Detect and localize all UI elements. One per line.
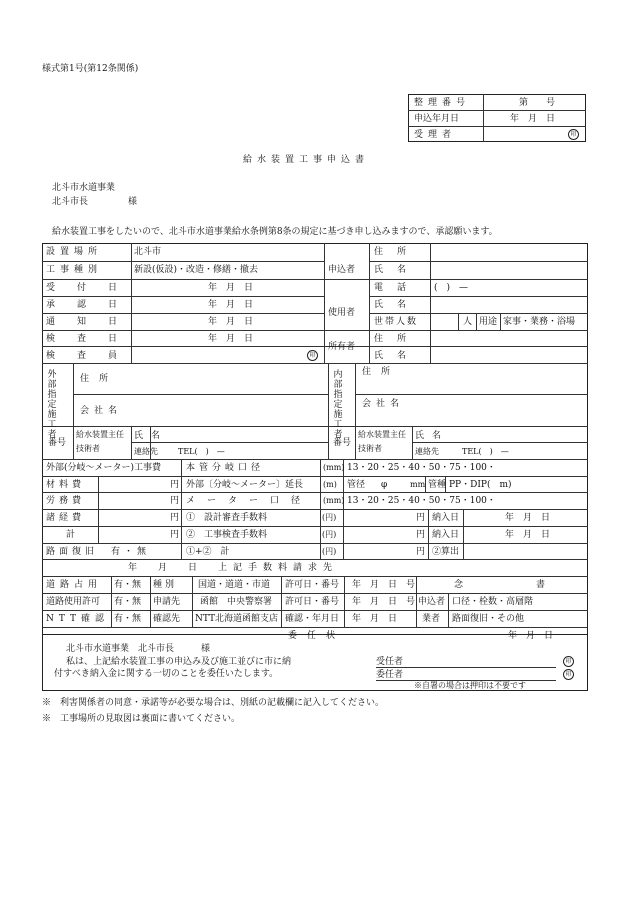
gishi2-shimei: 氏名 — [415, 431, 450, 441]
mm-label: (mm) — [323, 463, 345, 472]
seiri-value: 第 号 — [519, 98, 556, 108]
en-paren-2: (円) — [322, 530, 337, 539]
tsuchi-label: 通知日 — [46, 317, 140, 327]
setchi-value[interactable]: 北斗市 — [134, 247, 162, 257]
shoyuusha-label: 所有者 — [328, 342, 356, 352]
ntt-date-value[interactable]: 年 月 日 — [352, 614, 398, 624]
kanshu-value[interactable]: PP・DIP( m) — [449, 480, 512, 490]
jusho2-label: 住所 — [374, 334, 421, 344]
addressee-line2: 北斗市長 — [52, 197, 89, 207]
gishi2-renraku: 連絡先 — [415, 447, 439, 456]
shubetsu-label: 種別 — [153, 580, 178, 590]
gishi-shimei: 氏名 — [134, 431, 169, 441]
en-paren-3: (円) — [322, 547, 337, 556]
moushikomi-label: 申込者 — [418, 597, 446, 607]
kyoka2-value[interactable]: 年 月 日 号 — [352, 597, 416, 607]
nen-label: 念 — [454, 580, 464, 590]
kanshu-label: 管径 — [347, 480, 366, 490]
meter-label: メーター口径 — [186, 496, 313, 506]
proxy-body1: 私は、上記給水装置工事の申込み及び施工並びに市に納 — [66, 657, 292, 667]
sanshutsu-label: ②算出 — [432, 547, 460, 557]
m-label: (m) — [323, 480, 337, 489]
douro-ari[interactable]: 有・無 — [114, 580, 142, 590]
phi-label: φ — [381, 480, 388, 490]
ininsha-label: 委任者 — [376, 670, 404, 680]
page-title: 給水装置工事申込書 — [243, 155, 370, 165]
kakunin-date-label: 確認・年月日 — [285, 614, 340, 624]
nounyu-value[interactable]: 年 月 日 — [505, 513, 551, 523]
contractor2-kaisha: 会社名 — [362, 399, 405, 409]
moushikomi-label: 申込年月日 — [414, 114, 460, 124]
zairyo-en: 円 — [170, 480, 180, 490]
shubetsu-value[interactable]: 国道・道道・市道 — [198, 580, 271, 590]
gyousha-value[interactable]: 路面復旧・その他 — [452, 614, 525, 624]
tsuchi-value[interactable]: 年 月 日 — [208, 317, 254, 327]
request-label: 年 月 日 上記手数料請求先 — [128, 563, 339, 573]
moushikomisha-label: 申込者 — [328, 265, 356, 275]
shiyousha-label: 使用者 — [328, 308, 356, 318]
contractor-kaisha: 会社名 — [80, 406, 123, 416]
intro-text: 給水装置工事をしたいので、北斗市水道事業給水条例第8条の規定に基づき申し込みますので、承認願います。 — [52, 227, 498, 237]
outside-contractor-label: 外部指定施工者 — [47, 370, 57, 440]
douro2-ari[interactable]: 有・無 — [114, 597, 142, 607]
inside-contractor-label: 内部指定施工者 — [333, 370, 343, 440]
kakunin-value[interactable]: NTT北海道函館支店 — [195, 614, 279, 624]
mm2-label: mm — [410, 480, 426, 489]
juninsha-label: 受任者 — [376, 657, 404, 667]
sekkei-label: ① 設計審査手数料 — [186, 513, 268, 523]
gaibu-label: 外部(分岐〜メーター)工事費 — [46, 463, 162, 473]
proxy-note: ※自署の場合は押印は不要です — [414, 681, 526, 690]
sizes-value[interactable]: 13・20・25・40・50・75・100・ — [347, 463, 496, 473]
shimei2-label: 氏名 — [374, 300, 421, 310]
seal-icon: 印 — [563, 656, 574, 667]
kanshu2-label: 管種 — [428, 480, 447, 490]
kouji-value[interactable]: 新設(仮設)・改造・修繕・撤去 — [134, 265, 259, 275]
proxy-body2: 付すべき納入金に関する一切のことを委任いたします。 — [54, 669, 279, 679]
enchou-label: 外部〔分岐〜メーター〕延長 — [186, 480, 304, 490]
romen-label: 路面復旧 有・無 — [46, 547, 151, 557]
proxy-to: 北斗市水道事業 北斗市長 様 — [66, 644, 211, 654]
jusho-label: 住所 — [374, 247, 421, 257]
roumu-label: 労務費 — [46, 496, 86, 506]
total-en: 円 — [416, 547, 426, 557]
gishi2-label: 給水装置主任技術者 — [358, 430, 406, 453]
kensa-en: 円 — [416, 530, 426, 540]
shounin-label: 承認日 — [46, 300, 140, 310]
kensa-label: 検査日 — [46, 334, 140, 344]
shimei3-label: 氏名 — [374, 351, 421, 361]
setai-label: 世帯人数 — [374, 317, 419, 327]
mm3-label: (mm) — [323, 496, 345, 505]
nounyu2-label: 納入日 — [432, 530, 460, 540]
kei-label: 計 — [66, 530, 76, 540]
shokei-en: 円 — [170, 513, 180, 523]
setchi-label: 設置場所 — [46, 247, 103, 257]
shimei-label: 氏名 — [374, 265, 421, 275]
shinsei-label: 申請先 — [153, 597, 181, 607]
addressee-sama: 様 — [128, 197, 138, 207]
sekkei-en: 円 — [416, 513, 426, 523]
form-number: 様式第1号(第12条関係) — [42, 64, 139, 74]
kensa-value[interactable]: 年 月 日 — [208, 334, 254, 344]
shinsei-value[interactable]: 函館 中央警察署 — [200, 597, 273, 607]
gishi2-tel[interactable]: TEL( ) — — [462, 447, 509, 456]
denwa-label: 電話 — [374, 283, 421, 293]
gishi-tel[interactable]: TEL( ) — — [178, 447, 225, 456]
uketsuke-label: 受付日 — [46, 283, 140, 293]
note-2: ※ 工事場所の見取図は裏面に書いてください。 — [42, 714, 241, 724]
shounin-value[interactable]: 年 月 日 — [208, 300, 254, 310]
kouji-label: 工事種別 — [46, 265, 103, 275]
kyoka2-label: 許可日・番号 — [285, 597, 340, 607]
addressee-line1: 北斗市水道事業 — [52, 183, 116, 193]
sizes2-value[interactable]: 13・20・25・40・50・75・100・ — [347, 496, 496, 506]
seal-icon: 印 — [563, 669, 574, 680]
note-1: ※ 利害関係者の同意・承諾等が必要な場合は、別紙の記載欄に記入してください。 — [42, 698, 385, 708]
denwa-value[interactable]: ( ) — — [434, 283, 469, 293]
youto-label: 用途 — [479, 317, 498, 327]
roumu-en: 円 — [170, 496, 180, 506]
uketsuke-value[interactable]: 年 月 日 — [208, 283, 254, 293]
seal-icon: 印 — [307, 350, 318, 361]
bangou2-label: 番号 — [333, 438, 352, 448]
sho-label: 書 — [536, 580, 546, 590]
nounyu2-value[interactable]: 年 月 日 — [505, 530, 551, 540]
zairyo-label: 材料費 — [46, 480, 86, 490]
proxy-date[interactable]: 年 月 日 — [508, 631, 554, 641]
total-label: ①+② 計 — [186, 547, 230, 557]
contractor-jusho: 住所 — [80, 374, 119, 384]
ntt-ari[interactable]: 有・無 — [114, 614, 142, 624]
kensain-label: 検査員 — [46, 351, 140, 361]
douro2-label: 道路使用許可 — [46, 597, 101, 607]
seal-icon: 印 — [568, 129, 579, 140]
en-paren-1: (円) — [322, 513, 337, 522]
nin-label: 人 — [463, 317, 473, 327]
kei-en: 円 — [170, 530, 180, 540]
kyoka-label: 許可日・番号 — [285, 580, 340, 590]
ntt-label: NTT確認 — [46, 614, 110, 624]
juri-label: 受理者 — [414, 130, 457, 140]
moushikomi-value[interactable]: 口径・栓数・高層階 — [452, 597, 534, 607]
gishi-renraku: 連絡先 — [134, 447, 158, 456]
kensa-fee-label: ② 工事検査手数料 — [186, 530, 268, 540]
youto-value[interactable]: 家事・業務・浴場 — [503, 317, 576, 327]
gishi-label: 給水装置主任技術者 — [76, 430, 124, 453]
moushikomi-value: 年 月 日 — [510, 114, 556, 124]
proxy-title: 委任状 — [288, 631, 346, 641]
gyousha-label: 業者 — [422, 614, 441, 624]
bangou-label: 番号 — [48, 438, 67, 448]
honkan-label: 本管分岐口径 — [186, 463, 265, 473]
kakunin-label: 確認先 — [153, 614, 181, 624]
contractor2-jusho: 住所 — [362, 367, 401, 377]
kyoka-value[interactable]: 年 月 日 号 — [352, 580, 416, 590]
seiri-label: 整理番号 — [414, 98, 471, 108]
shokei-label: 諸経費 — [46, 513, 86, 523]
nounyu-label: 納入日 — [432, 513, 460, 523]
douro-label: 道路占用 — [46, 580, 103, 590]
